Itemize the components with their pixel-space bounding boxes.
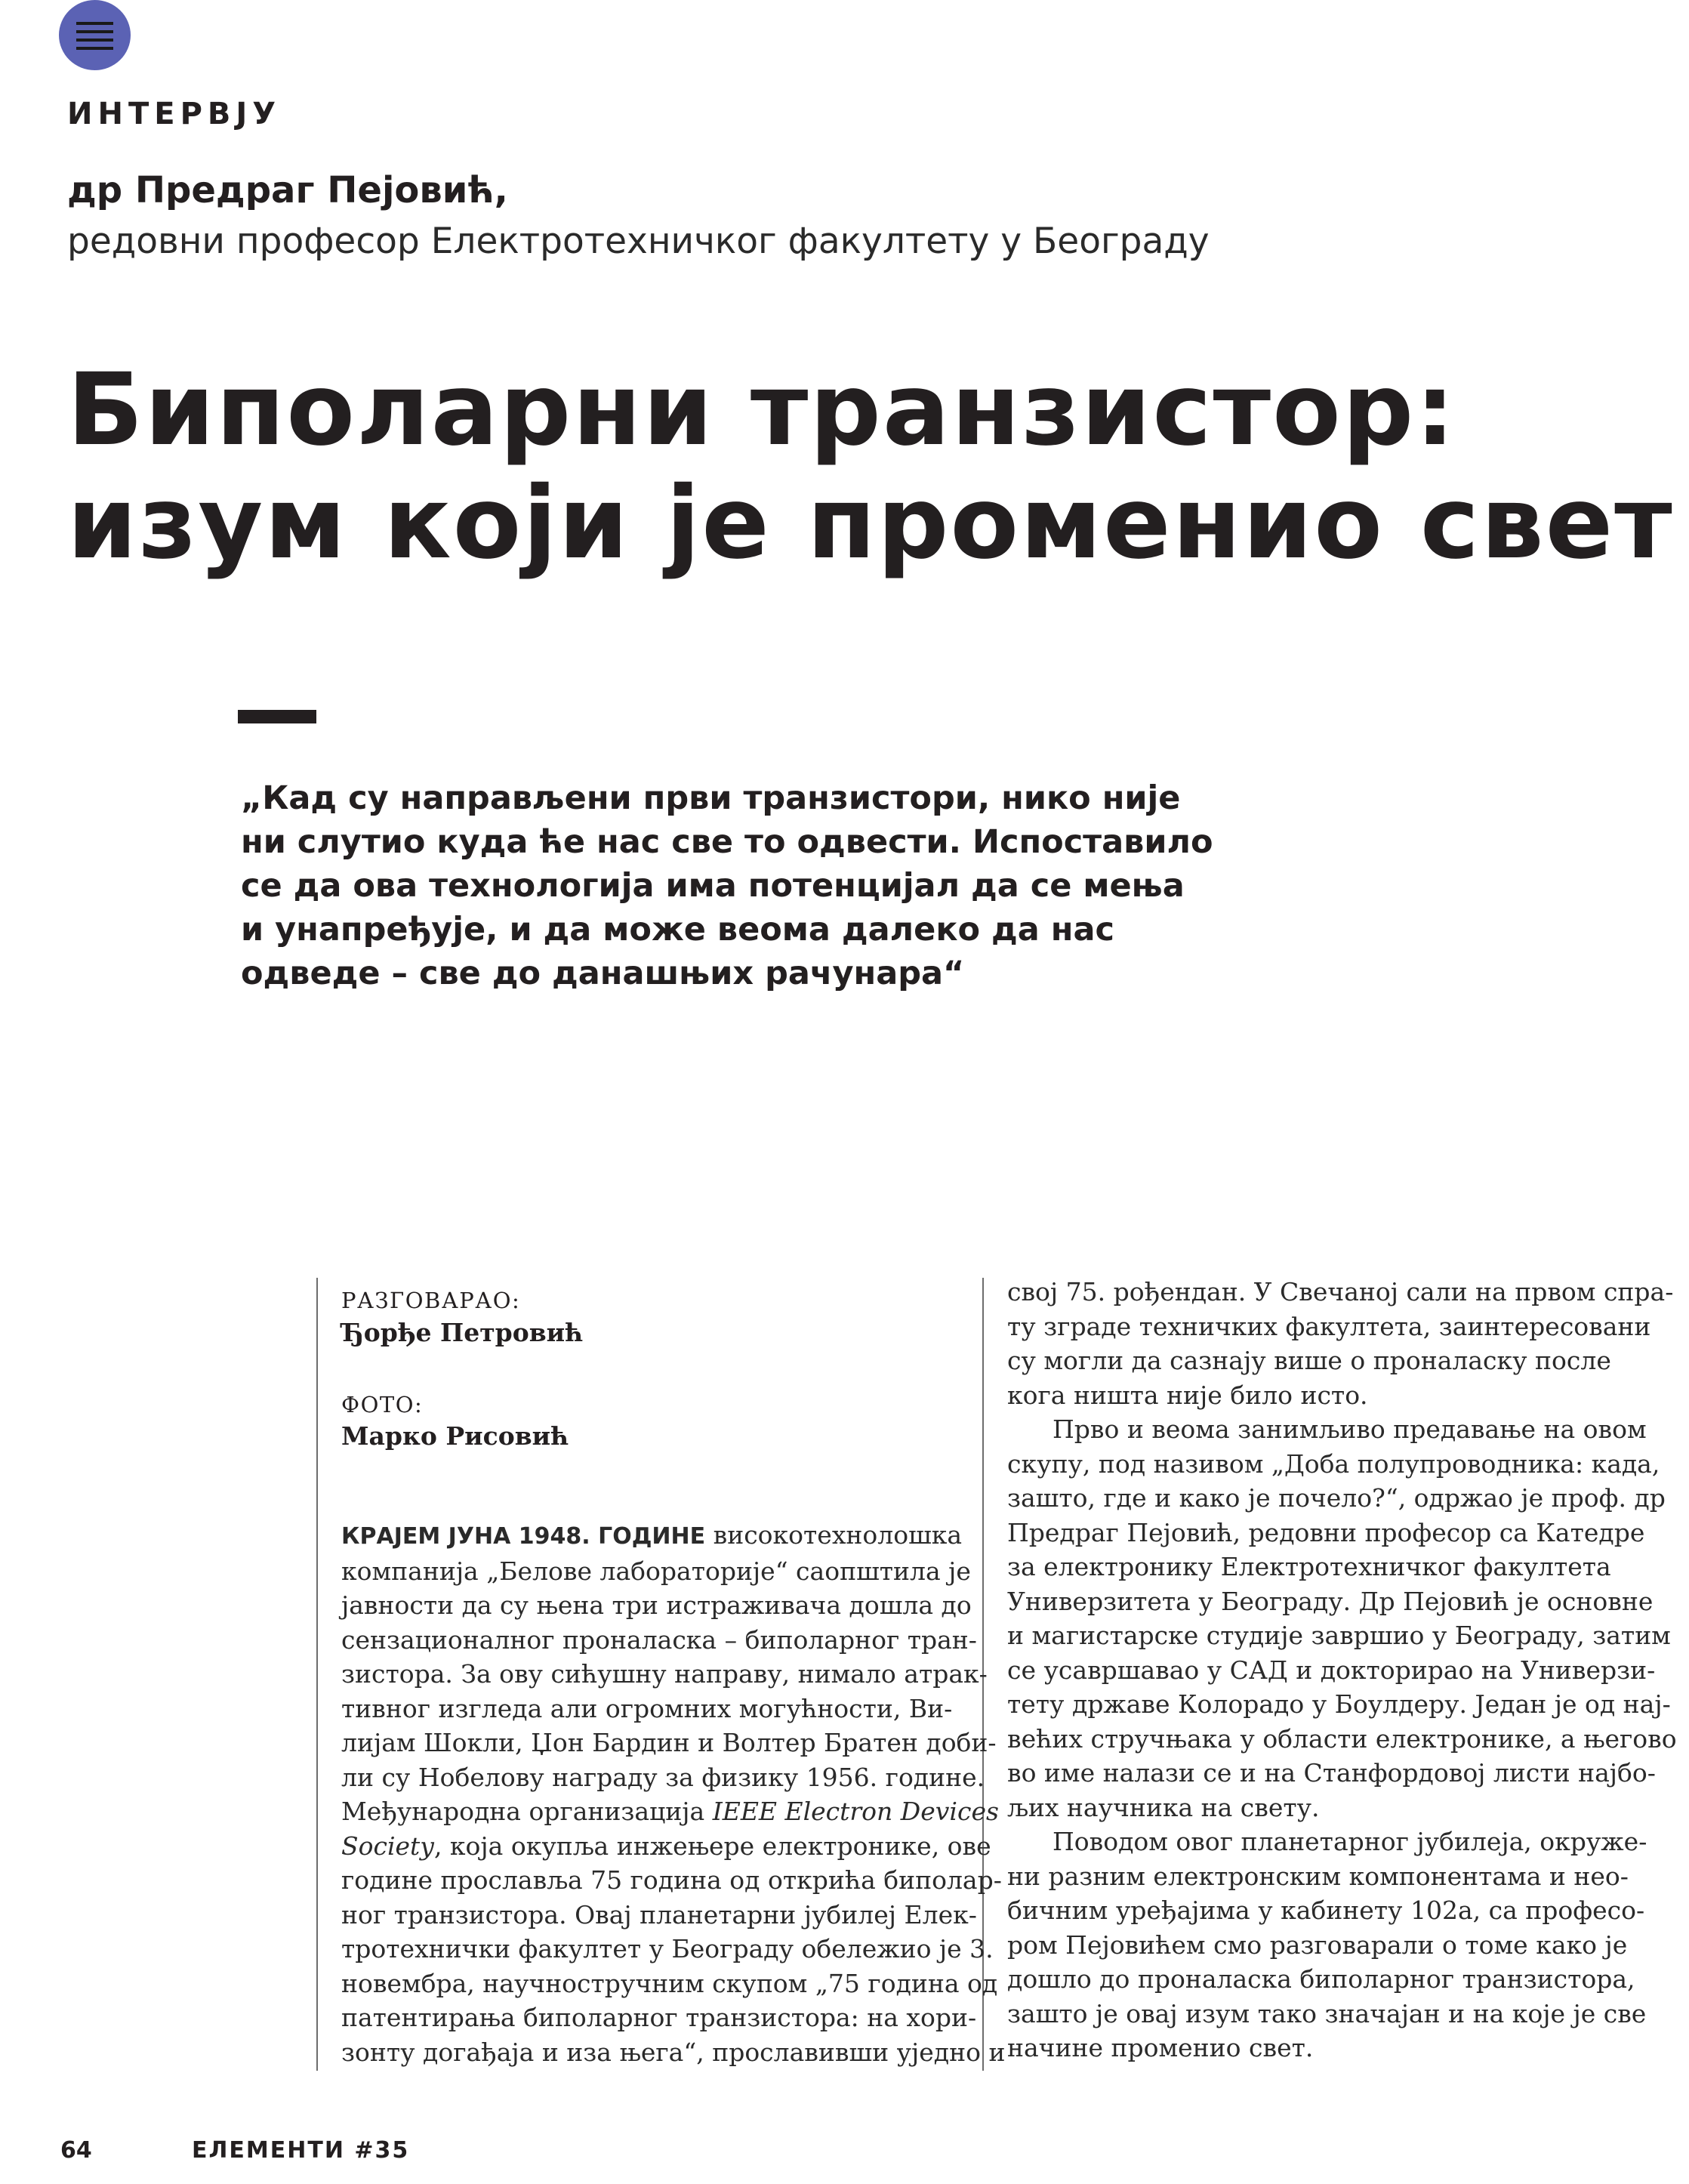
article-line: начине променио свет. <box>1007 2033 1314 2062</box>
article-line: патентирања биполарног транзистора: на хори- <box>341 2003 977 2032</box>
article-line: во име налази се и на Станфордовој листи најбо- <box>1007 1758 1656 1788</box>
divider-dash <box>238 710 316 723</box>
page-title <box>67 352 1674 581</box>
pull-quote <box>241 776 1268 995</box>
article-column-left <box>341 1518 1005 2069</box>
pull-quote-line: ни слутио куда ће нас све то одвести. Испоставило <box>241 823 1213 861</box>
menu-button[interactable] <box>59 0 131 70</box>
article-line: ног транзистора. Овај планетарни јубилеј Елек- <box>341 1899 977 1930</box>
section-label: ИНТЕРВЈУ <box>67 97 282 131</box>
lead-in: КРАЈЕМ ЈУНА 1948. ГОДИНЕ <box>341 1523 706 1550</box>
photographer-name: Марко Рисовић <box>341 1421 569 1451</box>
article-line: ту зграде техничких факултета, заинтересовани <box>1007 1311 1651 1341</box>
article-line: кога ништа није било исто. <box>1007 1380 1368 1410</box>
article-line: тротехнички факултет у Београду обележио је 3. <box>341 1934 994 1963</box>
magazine-name: ЕЛЕМЕНТИ #35 <box>192 2137 410 2164</box>
article-line: зистора. За ову сићушну направу, нимало атрак- <box>341 1659 988 1689</box>
article-line: Прво и веома занимљиво предавање на овом <box>1053 1414 1647 1444</box>
organization-name: Society <box>341 1831 434 1861</box>
article-line: дошло до проналаска биполарног транзистора, <box>1007 1964 1635 1994</box>
article-line: љих научника на свету. <box>1007 1792 1320 1822</box>
article-line: године прославља 75 година од открића биполар- <box>341 1865 1002 1895</box>
article-line: новембра, научностручним скупом „75 година од <box>341 1968 998 1998</box>
article-line: зашто, где и како је почело?“, одржао је проф. др <box>1007 1483 1666 1513</box>
article-line: лијам Шокли, Џон Бардин и Волтер Братен доби- <box>341 1728 997 1757</box>
article-line: јавности да су њена три истраживача дошла до <box>341 1590 972 1620</box>
pull-quote-line: се да ова технологија има потенцијал да се мења <box>241 867 1185 905</box>
article-line: и магистарске студије завршио у Београду, затим <box>1007 1621 1671 1650</box>
article-line: Међународна организација IEEE Electron Devices <box>341 1797 999 1826</box>
author-role: редовни професор Електротехничког факултету у Београду <box>67 221 1210 262</box>
article-line: сензационалног проналаска – биполарног тран- <box>341 1624 977 1655</box>
article-line: зашто је овај изум тако значајан и на које је све <box>1007 1998 1647 2028</box>
headline-line: Биполарни транзистор: <box>67 352 1457 468</box>
article-line: Society, која окупља инжењере електронике, ове <box>341 1831 991 1861</box>
photo-label: ФОТО: <box>341 1392 424 1417</box>
article-line: тету државе Колорадо у Боулдеру. Један је од нај- <box>1007 1689 1671 1719</box>
column-rule <box>316 1278 318 2071</box>
organization-name: IEEE Electron Devices <box>712 1797 999 1826</box>
interviewer-label: РАЗГОВАРАО: <box>341 1288 521 1313</box>
pull-quote-line: и унапређује, и да може веома далеко да нас <box>241 911 1114 949</box>
pull-quote-line: одведе – све до данашњих рачунара“ <box>241 955 965 992</box>
article-line: су могли да сазнају више о проналаску после <box>1007 1346 1611 1375</box>
article-line: Предраг Пејовић, редовни професор са Катедре <box>1007 1517 1645 1547</box>
page-number: 64 <box>60 2137 92 2164</box>
article-line: већих стручњака у области електронике, а његово <box>1007 1723 1677 1754</box>
article-column-right <box>1007 1275 1677 2065</box>
article-line: се усавршавао у САД и докторирао на Универзи- <box>1007 1655 1656 1685</box>
article-line: ни разним електронским компонентама и нео- <box>1007 1861 1629 1891</box>
article-line: скупу, под називом „Доба полупроводника: када, <box>1007 1448 1660 1479</box>
article-line: зонту догађаја и иза њега“, прославивши уједно и <box>341 2037 1006 2067</box>
article-line: тивног изгледа али огромних могућности, Ви- <box>341 1693 953 1723</box>
article-line: за електронику Електротехничког факултета <box>1007 1552 1611 1581</box>
article-line: бичним уређајима у кабинету 102а, са професо- <box>1007 1896 1645 1925</box>
article-line: компанија „Белове лабораторије“ саопштила је <box>341 1556 971 1586</box>
article-line: Универзитета у Београду. Др Пејовић је основне <box>1007 1586 1654 1616</box>
author-name: др Предраг Пејовић, <box>67 169 508 211</box>
pull-quote-line: „Кад су направљени први транзистори, нико није <box>241 779 1181 817</box>
article-line: ром Пејовићем смо разговарали о томе како је <box>1007 1930 1628 1960</box>
headline-line: изум који је променио свет <box>67 465 1674 581</box>
article-line: свој 75. рођендан. У Свечаној сали на првом спра- <box>1007 1277 1674 1306</box>
interviewer-name: Ђорђе Петровић <box>341 1318 584 1347</box>
article-line: ли су Нобелову награду за физику 1956. године. <box>341 1762 985 1792</box>
article-line: Поводом овог планетарног јубилеја, окруже- <box>1053 1827 1647 1856</box>
article-line: КРАЈЕМ ЈУНА 1948. ГОДИНЕ високотехнолошка <box>341 1520 963 1550</box>
